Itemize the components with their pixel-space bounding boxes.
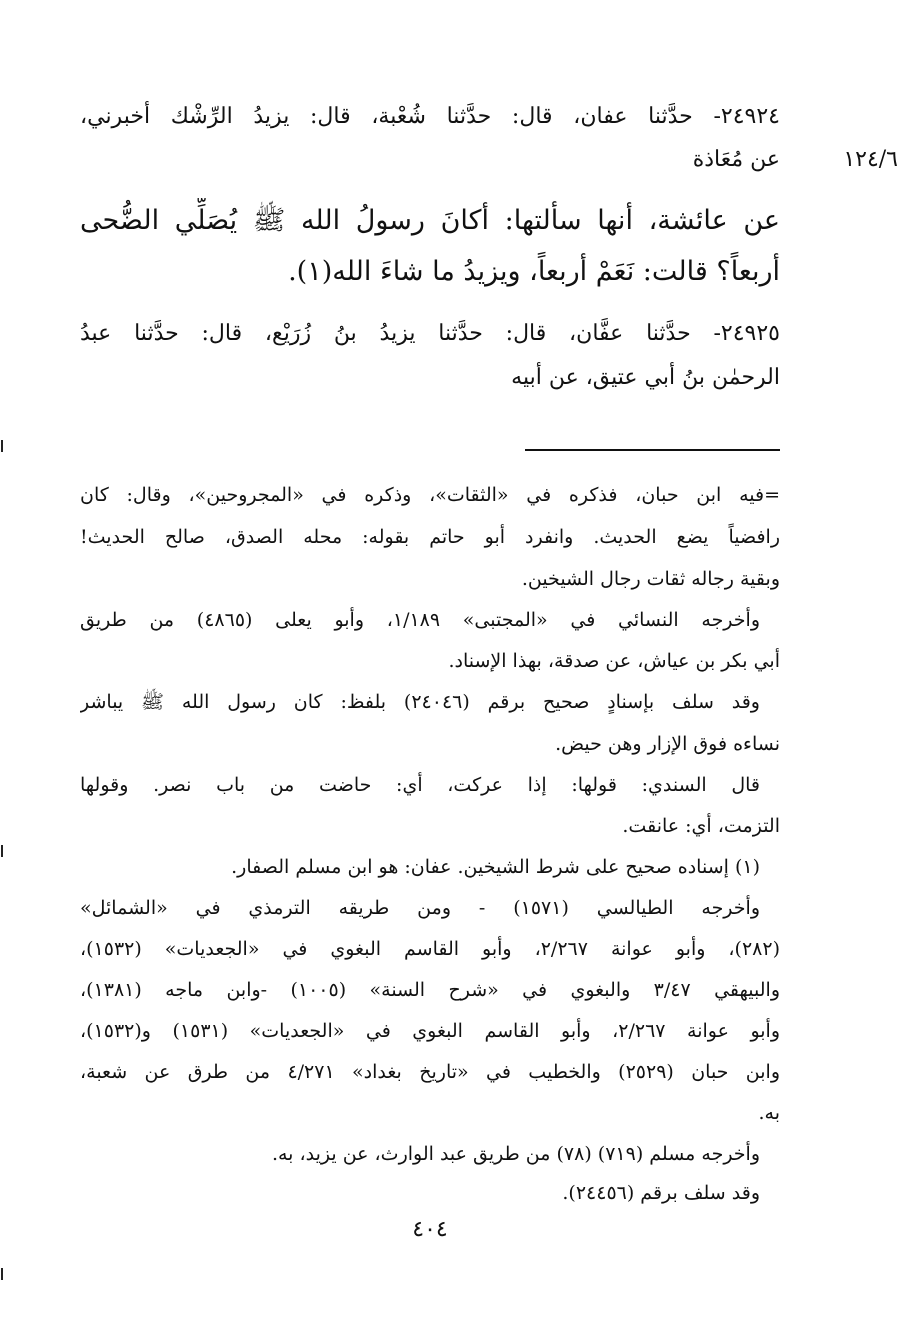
footnote-line: وأخرجه النسائي في «المجتبى» ١/١٨٩، وأبو يعلى (٤٨٦٥) من طريق <box>80 609 760 631</box>
footnote-line: قال السندي: قولها: إذا عركت، أي: حاضت من باب نصر. وقولها <box>80 774 760 796</box>
footnote-line: وقد سلف برقم (٢٤٤٥٦). <box>562 1182 760 1204</box>
footnote-line: رافضياً يضع الحديث. وانفرد أبو حاتم بقوله: محله الصدق، صالح الحديث! <box>80 526 780 548</box>
footnote-line: به. <box>758 1102 780 1124</box>
footnote-separator <box>525 449 780 451</box>
footnote-line: (١) إسناده صحيح على شرط الشيخين. عفان: هو ابن مسلم الصفار. <box>231 856 760 878</box>
page-number: ٤٠٤ <box>412 1217 448 1242</box>
marginal-reference: ١٢٤/٦ <box>843 147 898 172</box>
hadith-24924-isnad-line-1: ٢٤٩٢٤- حدَّثنا عفان، قال: حدَّثنا شُعْبة، قال: يزيدُ الرِّشْك أخبرني، <box>80 104 780 129</box>
footnote-line: التزمت، أي: عانقت. <box>622 815 780 837</box>
hadith-24924-matn-line-2: أربعاً؟ قالت: نَعَمْ أربعاً، ويزيدُ ما شاءَ الله(١). <box>288 256 780 287</box>
hadith-24924-matn-line-1: عن عائشة، أنها سألتها: أكانَ رسولُ الله ﷺ يُصَلِّي الضُّحى <box>80 205 780 236</box>
footnote-line: وبقية رجاله ثقات رجال الشيخين. <box>521 568 780 590</box>
hadith-24925-isnad-line-2: الرحمٰن بنُ أبي عتيق، عن أبيه <box>511 365 780 390</box>
footnote-line: =فيه ابن حبان، فذكره في «الثقات»، وذكره في «المجروحين»، وقال: كان <box>80 484 780 506</box>
footnote-line: وأبو عوانة ٢/٢٦٧، وأبو القاسم البغوي في «الجعديات» (١٥٣١) و(١٥٣٢)، <box>80 1020 780 1042</box>
hadith-24925-isnad-line-1: ٢٤٩٢٥- حدَّثنا عفَّان، قال: حدَّثنا يزيدُ بنُ زُرَيْع، قال: حدَّثنا عبدُ <box>80 321 780 346</box>
footnote-line: وأخرجه الطيالسي (١٥٧١) - ومن طريقه الترمذي في «الشمائل» <box>80 897 760 919</box>
scan-edge-mark <box>1 845 3 857</box>
footnote-line: (٢٨٢)، وأبو عوانة ٢/٢٦٧، وأبو القاسم البغوي في «الجعديات» (١٥٣٢)، <box>80 938 780 960</box>
footnote-line: وأخرجه مسلم (٧١٩) (٧٨) من طريق عبد الوارث، عن يزيد، به. <box>271 1143 760 1165</box>
scan-edge-mark <box>1 1268 3 1280</box>
hadith-24924-isnad-line-2: عن مُعَاذة <box>692 147 780 172</box>
footnote-line: وقد سلف بإسنادٍ صحيح برقم (٢٤٠٤٦) بلفظ: كان رسول الله ﷺ يباشر <box>80 691 760 713</box>
footnote-line: والبيهقي ٣/٤٧ والبغوي في «شرح السنة» (١٠٠٥) -وابن ماجه (١٣٨١)، <box>80 979 780 1001</box>
footnote-line: نساءه فوق الإزار وهن حيض. <box>555 733 780 755</box>
scan-edge-mark <box>1 440 3 452</box>
footnote-line: أبي بكر بن عياش، عن صدقة، بهذا الإسناد. <box>448 650 780 672</box>
footnote-line: وابن حبان (٢٥٢٩) والخطيب في «تاريخ بغداد» ٤/٢٧١ من طرق عن شعبة، <box>80 1061 780 1083</box>
